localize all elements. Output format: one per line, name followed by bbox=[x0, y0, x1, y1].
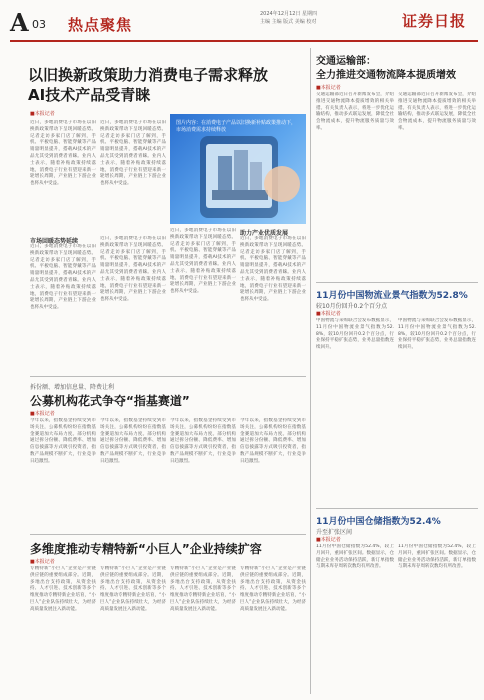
right-bottom-subtitle: 升至扩张区间 bbox=[316, 529, 353, 536]
right-divider-2 bbox=[316, 508, 478, 509]
right-mid-body-col2: 中国物流与采购联合会发布数据显示，11月份中国物流业景气指数为52.8%，较10月份回升0.2个百分点，行业保持平稳扩张态势，业务总量指数连续回升。 bbox=[398, 318, 476, 351]
column-divider bbox=[310, 48, 311, 694]
section-letter: A bbox=[10, 8, 29, 37]
right-mid-byline: ■本报记者 bbox=[316, 311, 341, 317]
mid-body-col2: 今年以来，指数基金持续受到市场关注，公募机构纷纷在指数基金赛道加大布局力度。部分机构通过拆分份额、降低费率、增加信息披露等方式吸引投资者，指数产品规模不断扩大，行业竞争日趋激烈。 bbox=[100, 418, 166, 464]
photo-caption: 图片内容：在消费电子产品以旧换新补贴政策推动下，市场消费需求持续释放 bbox=[176, 120, 297, 133]
right-top-body-col2: 交通运输部近日召开新闻发布会，介绍推进交通物流降本提质增效的相关举措。有关负责人表示，将进一步优化运输结构，推动多式联运发展，降低全社会物流成本，提升物流服务质量与效率。 bbox=[398, 92, 476, 131]
right-top-body-col1: 交通运输部近日召开新闻发布会，介绍推进交通物流降本提质增效的相关举措。有关负责人表示，将进一步优化运输结构，推动多式联运发展，降低全社会物流成本，提升物流服务质量与效率。 bbox=[316, 92, 394, 131]
page-header bbox=[10, 6, 478, 42]
main-subhead-2: 助力产业优质发展 bbox=[240, 230, 289, 237]
bottom-body-col3: 专精特新“小巨人”企业是产业链供应链的重要组成部分。近期，多地出台支持政策，从资金扶持、人才引进、技术创新等多个维度推动专精特新企业培育，“小巨人”企业队伍持续壮大，为经济高质量发展注入新动能。 bbox=[170, 566, 236, 612]
right-top-byline: ■本报记者 bbox=[316, 85, 341, 91]
bottom-headline: 多维度推动专精特新“小巨人”企业持续扩容 bbox=[30, 542, 262, 556]
right-top-headline: 全力推进交通物流降本提质增效 bbox=[316, 70, 456, 81]
main-body-col1: 近日，多地消费电子市场在以旧换新政策带动下呈现回暖态势。记者走访多家门店了解到，手机、平板电脑、智能穿戴等产品销量明显提升，搭载AI技术的产品尤其受到消费者青睐。业内人士表示，随着补贴政策持续落地，消费电子行业有望迎来新一轮增长周期，产业链上下游企业也将从中受益。 bbox=[30, 120, 96, 187]
section-number: 03 bbox=[32, 18, 46, 31]
right-mid-body-col1: 中国物流与采购联合会发布数据显示，11月份中国物流业景气指数为52.8%，较10月份回升0.2个百分点，行业保持平稳扩张态势，业务总量指数连续回升。 bbox=[316, 318, 394, 351]
main-headline-line1: 以旧换新政策助力消费电子需求释放 bbox=[28, 66, 269, 84]
main-byline: ■本报记者 bbox=[30, 111, 55, 117]
right-bottom-byline: ■本报记者 bbox=[316, 537, 341, 543]
right-top-kicker: 交通运输部： bbox=[316, 56, 376, 67]
bottom-byline: ■本报记者 bbox=[30, 559, 55, 565]
right-bottom-headline: 11月份中国仓储指数为52.4% bbox=[316, 517, 441, 527]
bottom-body-col2: 专精特新“小巨人”企业是产业链供应链的重要组成部分。近期，多地出台支持政策，从资金扶持、人才引进、技术创新等多个维度推动专精特新企业培育，“小巨人”企业队伍持续壮大，为经济高质量发展注入新动能。 bbox=[100, 566, 166, 612]
mid-body-col1: 今年以来，指数基金持续受到市场关注，公募机构纷纷在指数基金赛道加大布局力度。部分机构通过拆分份额、降低费率、增加信息披露等方式吸引投资者，指数产品规模不断扩大，行业竞争日趋激烈。 bbox=[30, 418, 96, 464]
right-mid-headline: 11月份中国物流业景气指数为52.8% bbox=[316, 291, 468, 301]
main-body-col1b: 近日，多地消费电子市场在以旧换新政策带动下呈现回暖态势。记者走访多家门店了解到，手机、平板电脑、智能穿戴等产品销量明显提升，搭载AI技术的产品尤其受到消费者青睐。业内人士表示，随着补贴政策持续落地，消费电子行业有望迎来新一轮增长周期，产业链上下游企业也将从中受益。 bbox=[30, 244, 96, 311]
main-body-col2b: 近日，多地消费电子市场在以旧换新政策带动下呈现回暖态势。记者走访多家门店了解到，手机、平板电脑、智能穿戴等产品销量明显提升，搭载AI技术的产品尤其受到消费者青睐。业内人士表示，随着补贴政策持续落地，消费电子行业有望迎来新一轮增长周期，产业链上下游企业也将从中受益。 bbox=[100, 236, 166, 303]
right-divider-1 bbox=[316, 282, 478, 283]
mid-kicker: 拆份额、增加信息量、降费让利 bbox=[30, 384, 115, 391]
right-bottom-body-col2: 11月份中国仓储指数为52.4%，较上月回升，重回扩张区间。数据显示，仓储企业业务活动保持活跃，新订单指数与期末库存周转次数均有所改善。 bbox=[398, 544, 476, 570]
main-headline-line2: AI技术产品受青睐 bbox=[28, 86, 151, 104]
section-title: 热点聚焦 bbox=[68, 16, 133, 34]
right-bottom-body-col1: 11月份中国仓储指数为52.4%，较上月回升，重回扩张区间。数据显示，仓储企业业务活动保持活跃，新订单指数与期末库存周转次数均有所改善。 bbox=[316, 544, 394, 570]
bottom-body-col1: 专精特新“小巨人”企业是产业链供应链的重要组成部分。近期，多地出台支持政策，从资金扶持、人才引进、技术创新等多个维度推动专精特新企业培育，“小巨人”企业队伍持续壮大，为经济高质量发展注入新动能。 bbox=[30, 566, 96, 612]
mid-headline: 公募机构花式争夺“指基赛道” bbox=[30, 394, 190, 408]
main-body-col4: 近日，多地消费电子市场在以旧换新政策带动下呈现回暖态势。记者走访多家门店了解到，手机、平板电脑、智能穿戴等产品销量明显提升，搭载AI技术的产品尤其受到消费者青睐。业内人士表示，随着补贴政策持续落地，消费电子行业有望迎来新一轮增长周期，产业链上下游企业也将从中受益。 bbox=[240, 236, 306, 303]
main-subhead-1: 市场回暖态势延续 bbox=[30, 238, 79, 245]
issue-date: 2024年12月12日 星期四 bbox=[260, 11, 318, 17]
mid-body-col4: 今年以来，指数基金持续受到市场关注，公募机构纷纷在指数基金赛道加大布局力度。部分机构通过拆分份额、降低费率、增加信息披露等方式吸引投资者，指数产品规模不断扩大，行业竞争日趋激烈。 bbox=[240, 418, 306, 464]
bottom-divider-top bbox=[30, 534, 306, 535]
bottom-body-col4: 专精特新“小巨人”企业是产业链供应链的重要组成部分。近期，多地出台支持政策，从资金扶持、人才引进、技术创新等多个维度推动专精特新企业培育，“小巨人”企业队伍持续壮大，为经济高质量发展注入新动能。 bbox=[240, 566, 306, 612]
mid-byline: ■本报记者 bbox=[30, 411, 55, 417]
main-body-col3: 近日，多地消费电子市场在以旧换新政策带动下呈现回暖态势。记者走访多家门店了解到，手机、平板电脑、智能穿戴等产品销量明显提升，搭载AI技术的产品尤其受到消费者青睐。业内人士表示，随着补贴政策持续落地，消费电子行业有望迎来新一轮增长周期，产业链上下游企业也将从中受益。 bbox=[170, 228, 236, 295]
editor-meta: 主编 主编 版式 美编 校对 bbox=[260, 19, 317, 25]
newspaper-logo: 证券日报 bbox=[402, 12, 467, 30]
mid-body-col3: 今年以来，指数基金持续受到市场关注，公募机构纷纷在指数基金赛道加大布局力度。部分机构通过拆分份额、降低费率、增加信息披露等方式吸引投资者，指数产品规模不断扩大，行业竞争日趋激烈。 bbox=[170, 418, 236, 464]
mid-divider-top bbox=[30, 376, 306, 377]
main-body-col2: 近日，多地消费电子市场在以旧换新政策带动下呈现回暖态势。记者走访多家门店了解到，手机、平板电脑、智能穿戴等产品销量明显提升，搭载AI技术的产品尤其受到消费者青睐。业内人士表示，随着补贴政策持续落地，消费电子行业有望迎来新一轮增长周期，产业链上下游企业也将从中受益。 bbox=[100, 120, 166, 187]
right-mid-subtitle: 较10月份回升0.2个百分点 bbox=[316, 303, 388, 310]
